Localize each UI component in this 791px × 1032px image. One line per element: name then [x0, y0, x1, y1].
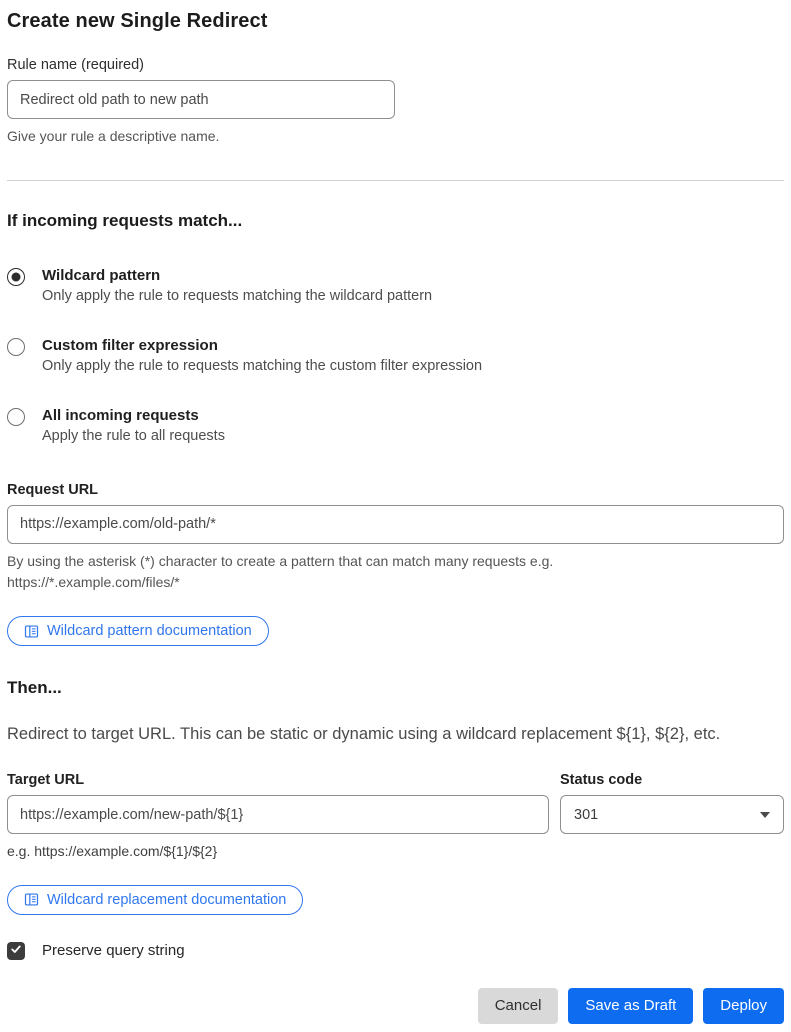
radio-option-custom-filter-expression[interactable] — [7, 337, 784, 374]
radio-description: Only apply the rule to requests matching the custom filter expression — [42, 357, 483, 374]
request-url-field — [7, 482, 784, 594]
radio-button[interactable] — [7, 338, 25, 356]
radio-button[interactable] — [7, 408, 25, 426]
preserve-query-string-checkbox[interactable] — [7, 942, 25, 960]
status-code-field — [560, 772, 784, 834]
target-url-helper: e.g. https://example.com/${1}/${2} — [7, 843, 218, 860]
status-code-label: Status code — [560, 772, 643, 789]
save-as-draft-button[interactable]: Save as Draft — [568, 988, 693, 1024]
status-code-select[interactable] — [560, 795, 784, 834]
book-icon — [24, 892, 39, 907]
wildcard-replacement-docs-button[interactable] — [7, 885, 303, 915]
then-section-description: Redirect to target URL. This can be static or dynamic using a wildcard replacement ${1}, ${2}, etc. — [7, 725, 721, 744]
request-url-input[interactable] — [7, 505, 784, 544]
section-divider — [7, 180, 784, 181]
match-type-radio-group — [7, 267, 784, 444]
wildcard-pattern-docs-button[interactable] — [7, 616, 269, 646]
radio-button[interactable] — [7, 268, 25, 286]
target-url-field — [7, 772, 549, 834]
match-section-heading: If incoming requests match... — [7, 210, 243, 230]
radio-label: Wildcard pattern — [42, 266, 161, 284]
request-url-helper-line2: https://*.example.com/files/* — [7, 574, 180, 591]
page-title: Create new Single Redirect — [7, 10, 268, 32]
deploy-button[interactable]: Deploy — [703, 988, 784, 1024]
radio-option-wildcard-pattern[interactable] — [7, 267, 784, 304]
then-section-heading: Then... — [7, 678, 62, 698]
radio-label: All incoming requests — [42, 406, 199, 424]
rule-name-input[interactable] — [7, 80, 395, 119]
target-url-input[interactable] — [7, 795, 549, 834]
form-footer — [7, 988, 784, 1032]
cancel-button[interactable]: Cancel — [478, 988, 559, 1024]
doc-button-label: Wildcard pattern documentation — [47, 623, 252, 640]
target-url-label: Target URL — [7, 772, 85, 789]
book-icon — [24, 624, 39, 639]
request-url-label: Request URL — [7, 481, 99, 498]
radio-option-all-incoming-requests[interactable] — [7, 407, 784, 444]
radio-description: Apply the rule to all requests — [42, 427, 225, 444]
radio-label: Custom filter expression — [42, 336, 218, 354]
checkmark-icon — [10, 942, 22, 960]
doc-button-label: Wildcard replacement documentation — [47, 891, 287, 908]
preserve-query-string-label: Preserve query string — [42, 942, 185, 960]
preserve-query-string-row[interactable] — [7, 942, 784, 960]
radio-description: Only apply the rule to requests matching the wildcard pattern — [42, 287, 433, 304]
rule-name-helper: Give your rule a descriptive name. — [7, 128, 220, 144]
request-url-helper-line1: By using the asterisk (*) character to create a pattern that can match many requests e.g. — [7, 552, 554, 569]
caret-down-icon — [760, 812, 770, 818]
status-code-selected-value: 301 — [574, 806, 599, 823]
rule-name-label: Rule name (required) — [7, 57, 145, 73]
rule-name-field — [7, 57, 784, 148]
